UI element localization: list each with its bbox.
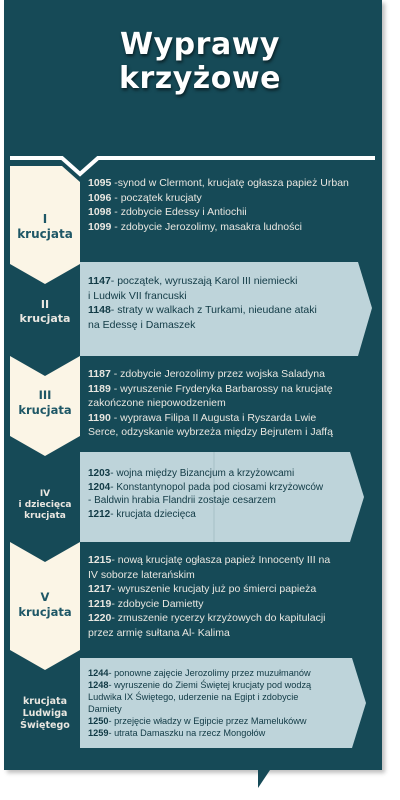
event-line: 1203- wojna między Bizancjum a krzyżowcami [88,468,295,479]
section-3-label-line: krucjata [18,403,72,417]
event-line: 1204- Konstantynopol pada pod ciosami krzyżowców [88,481,324,493]
section-5-label-line: krucjata [18,605,72,619]
section-6-label-line: Świętego [20,720,70,731]
event-line: na Edessę i Damaszek [88,318,196,331]
section-6-label-line: krucjata [22,696,68,707]
event-line: 1147- początek, wyruszają Karol III niemiecki [88,275,298,287]
event-line: Serce, odzyskanie wybrzeża między Bejrutem i Jaffą [88,426,333,438]
event-line: 1187 - zdobycie Jerozolimy przez wojska Saladyna [88,368,325,380]
section-2-label [10,298,80,326]
title-line-2: krzyżowe [119,61,281,96]
section-4-label-line: krucjata [24,511,66,521]
event-line: 1259- utrata Damaszku na rzecz Mongołów [88,728,266,738]
event-line: 1215- nową krucjatę ogłasza papież Innocenty III na [88,554,331,566]
section-2-events [88,274,358,332]
event-line: 1148- straty w walkach z Turkami, nieudane ataki [88,304,317,316]
section-4-events [88,467,358,521]
section-5-events [88,553,378,640]
section-1-label [10,212,80,242]
section-6-events [88,667,358,739]
section-1-events [88,176,378,234]
section-4-label [6,489,84,522]
section-2-label-line: krucjata [19,312,71,325]
event-line: IV soborze laterańskim [88,568,195,581]
event-line: 1220- zmuszenie rycerzy krzyżowych do kapitulacji [88,612,326,624]
event-line: 1217- wyruszenie krucjaty już po śmierci papieża [88,583,317,595]
section-4-label-line: i dziecięca [18,500,72,510]
section-5-label-line: V [40,590,50,604]
event-line: 1190 - wyprawa Filipa II Augusta i Ryszarda Lwie [88,411,317,424]
event-line: zakończone niepowodzeniem [88,397,226,409]
event-line: 1250- przejęcie władzy w Egipcie przez Mamelukóww [88,716,307,726]
event-line: i Ludwik VII francuski [88,289,187,302]
section-1-label-line: krucjata [17,227,73,241]
event-line: 1244- ponowne zajęcie Jerozolimy przez muzułmanów [88,668,311,678]
event-line: 1248- wyruszenie do Ziemi Świętej krucjaty pod wodzą [88,680,312,690]
event-line: przez armię sułtana Al- Kalima [88,626,230,639]
event-line: Ludwika IX Świętego, uderzenie na Egipt i zdobycie [88,692,299,702]
event-line: 1096 - początek krucjaty [88,191,202,204]
section-5-label [10,590,80,620]
event-line: 1095 -synod w Clermont, krucjatę ogłasza papież Urban [88,177,349,189]
section-3-label [10,388,80,418]
section-4-label-line: IV [39,489,51,499]
event-line: 1189 - wyruszenie Fryderyka Barbarossy na krucjatę [88,382,333,395]
event-line: 1219- zdobycie Damietty [88,597,204,610]
section-6-label-line: Ludwiga [22,708,68,719]
title-line-1: Wyprawy [120,27,280,62]
event-line: Damiety [88,704,122,714]
section-6-label [6,696,84,732]
section-3-events [88,367,378,440]
section-2-label-line: II [40,298,50,311]
section-3-label-line: III [38,388,52,402]
event-line: 1099 - zdobycie Jerozolimy, masakra ludności [88,220,302,233]
event-line: - Baldwin hrabia Flandrii zostaje cesarzem [88,495,276,506]
section-1-label-line: I [42,212,48,226]
event-line: 1212- krucjata dziecięca [88,508,196,520]
event-line: 1098 - zdobycie Edessy i Antiochii [88,206,247,218]
